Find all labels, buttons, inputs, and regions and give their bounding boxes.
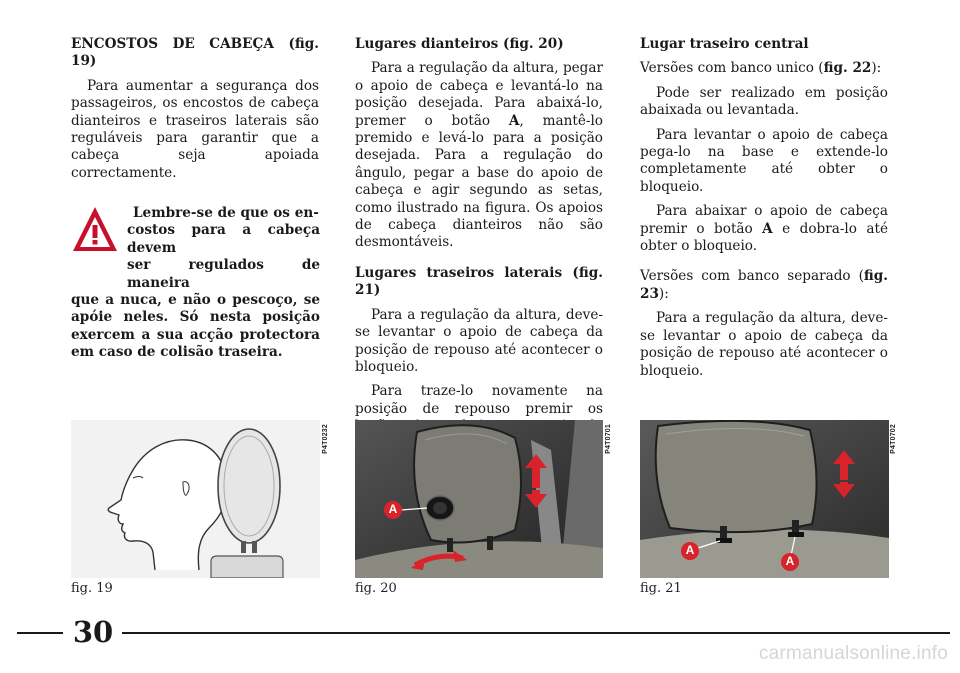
section-heading-headrests: ENCOSTOS DE CABEÇA (fig. 19): [71, 36, 319, 70]
rear-side-paragraph-1: Para a regulação da altura, deve-se levantar o apoio de cabeça da posição de repouso até acontecer o bloqueio.: [355, 306, 603, 375]
figure-caption-21: fig. 21: [640, 581, 682, 596]
center-paragraph-3: [640, 203, 888, 255]
front-headrest-photo: [355, 420, 603, 578]
text-run: Versões com banco separado (: [640, 268, 864, 285]
button-ref-a: A: [508, 112, 520, 129]
rear-side-seats-heading: Lugares traseiros laterais (fig. 21): [355, 264, 603, 299]
warning-line-1: Lembre-se de que os en-: [133, 205, 319, 221]
figure-caption-19: fig. 19: [71, 581, 113, 596]
text-run: e dobra-lo até obter o bloqueio.: [640, 220, 889, 255]
center-paragraph-4: Para a regulação da altura, deve-se levantar o apoio de cabeça da posição de repouso até acontecer o bloqueio.: [640, 310, 888, 379]
text-run: Para abaixar o apoio de cabeça premir o botão: [640, 203, 888, 237]
label-a-right: A: [785, 554, 795, 568]
figure-code: P4T0702: [890, 424, 897, 454]
center-paragraph-1: Pode ser realizado em posição abaixada ou levantada.: [640, 84, 888, 119]
watermark: carmanualsonline.info: [758, 643, 948, 664]
version-single-bench: [640, 60, 888, 77]
column-1: [71, 36, 319, 182]
front-seats-paragraph: [355, 60, 603, 251]
label-a-left: A: [685, 543, 695, 557]
head-profile-illustration: [71, 420, 320, 578]
figure-code: P4T0232: [322, 424, 329, 454]
version-split-bench: [640, 268, 888, 303]
center-paragraph-2: Para levantar o apoio de cabeça pega-lo na base e extende-lo completamente até obter o bloqueio.: [640, 126, 888, 195]
text-run: Para a regulação da altura, pegar o apoio de cabeça e levantá-lo na posição desejada. Para abaixá-lo, premer o botão: [355, 60, 603, 129]
text-run: , mantê-lo premido e levá-lo para a posição desejada. Para a regulação do ângulo, pegar a base do apoio de cabeça e agir segundo as setas, como ilustrado na figura. Os apoios de cabeça dianteiros não são desmontáveis.: [355, 112, 603, 251]
fig-ref: fig. 22: [823, 60, 872, 77]
figure-21-rear-headrest: [640, 420, 889, 578]
figure-19-head-profile: [71, 420, 320, 578]
text-run: Versões com banco unico (: [640, 60, 824, 77]
label-a: A: [388, 502, 398, 516]
rear-center-heading: Lugar traseiro central: [640, 36, 809, 52]
footer-rule-left: [17, 632, 63, 634]
figure-code: P4T0701: [605, 424, 612, 454]
warning-text: que a nuca, e não o pescoço, se apóie neles. Só nesta posição exercem a sua acção protectora em caso de colisão traseira.: [71, 292, 320, 361]
column-3: [640, 36, 888, 380]
fig-ref: fig. 23: [640, 268, 888, 302]
warning-box: [71, 205, 320, 362]
text-run: Para traze-lo novamente na posição de repouso premir os: [355, 383, 603, 417]
warning-line-3: ser regulados de maneira: [127, 257, 320, 291]
page-number: 30: [72, 615, 114, 649]
warning-line-2: costos para a cabeça devem: [127, 222, 320, 256]
warning-triangle-icon: [71, 205, 119, 253]
intro-paragraph: Para aumentar a segurança dos passageiros, os encostos de cabeça dianteiros e traseiros laterais são reguláveis para garantir que a cabeça seja apoiada correctamente.: [71, 77, 319, 181]
text-run: ):: [658, 285, 669, 302]
rear-headrest-photo: [640, 420, 889, 578]
button-ref-a: A: [762, 220, 773, 237]
figure-20-front-headrest: [355, 420, 603, 578]
text-run: ):: [871, 60, 882, 77]
footer-rule-right: [122, 632, 950, 634]
figure-caption-20: fig. 20: [355, 581, 397, 596]
front-seats-heading: Lugares dianteiros (fig. 20): [355, 36, 564, 52]
